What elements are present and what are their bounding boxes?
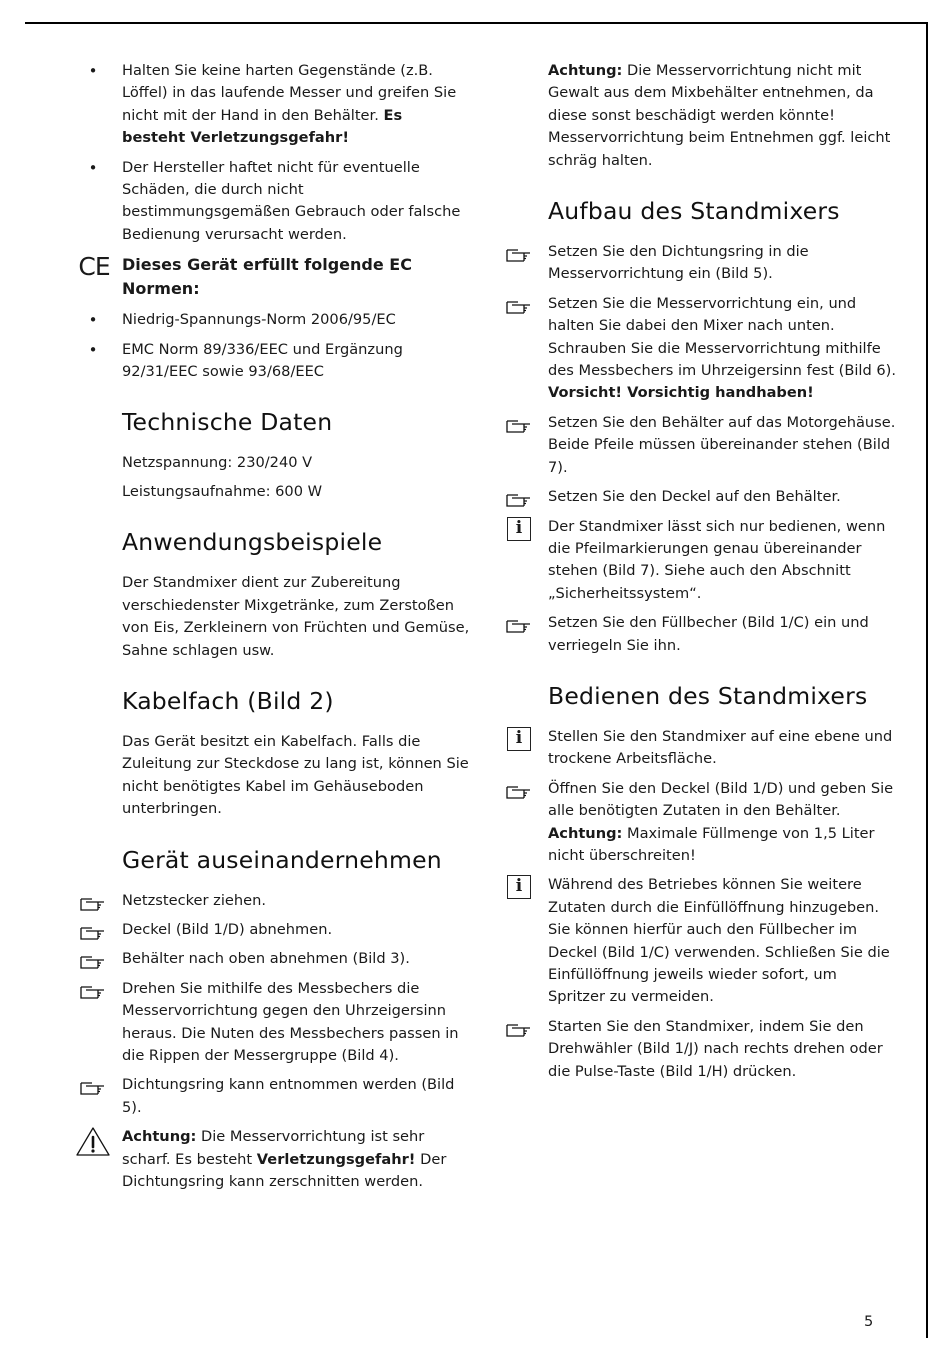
instruction-step [496, 612, 896, 657]
hand-pointer-icon [70, 919, 116, 948]
warning-triangle-icon [70, 1126, 116, 1164]
emphasis-text: Vorsicht! Vorsichtig handhaben! [548, 384, 814, 402]
ce-heading-text: Dieses Gerät erfüllt folgende EC Normen: [122, 255, 412, 299]
hand-pointer-icon [496, 612, 542, 641]
instruction-step [496, 726, 896, 771]
text-run: Die Messervorrichtung nicht mit Gewalt aus dem Mixbehälter entnehmen, da diese sonst beschädigt werden könnte! Messervorrichtung beim Entnehmen ggf. leicht schräg halten. [548, 62, 891, 169]
ce-mark-text: CE [78, 252, 110, 282]
emphasis-text: Es besteht Verletzungsgefahr! [122, 106, 403, 147]
instruction-step [70, 948, 470, 970]
text-run: Halten Sie keine harten Gegenstände (z.B. Löffel) in das laufende Messer und greifen Sie nicht mit der Hand in den Behälter. [122, 62, 457, 124]
warning-note [70, 1126, 470, 1193]
emphasis-text: Verletzungsgefahr! [256, 1150, 416, 1168]
section-title-bedienen: Bedienen des Standmixers [548, 681, 868, 710]
text-run: Während des Betriebes können Sie weitere Zutaten durch die Einfüllöffnung hinzugeben. Sie können hierfür auch den Füllbecher im Deckel (Bild 1/C) verwenden. Schließen Sie die Einfüllöffnung jeweils wieder sofort, um Spritzer zu vermeiden. [548, 876, 890, 1006]
section-title-kabelfach: Kabelfach (Bild 2) [122, 686, 334, 715]
warning-text [122, 1128, 446, 1190]
step-text [548, 414, 895, 476]
info-icon: i [496, 874, 542, 899]
right-column [496, 60, 896, 1083]
section-title-technische-daten: Technische Daten [122, 408, 333, 437]
instruction-step [496, 293, 896, 405]
bullet-item [70, 157, 470, 247]
bullet-icon: • [88, 340, 98, 359]
ce-conformity-heading [70, 253, 470, 301]
hand-pointer-icon [496, 778, 542, 807]
instruction-step [70, 1074, 470, 1119]
hand-pointer-icon [70, 948, 116, 977]
bullet-icon: • [88, 311, 98, 330]
section-title-aufbau: Aufbau des Standmixers [548, 197, 840, 226]
hand-pointer-icon [70, 1074, 116, 1103]
spec-voltage: Netzspannung: 230/240 V [122, 454, 313, 472]
step-text [548, 243, 809, 282]
step-text [548, 295, 896, 402]
hand-pointer-icon [496, 1016, 542, 1045]
step-text: Drehen Sie mithilfe des Messbechers die Messervorrichtung gegen den Uhrzeigersinn heraus. Die Nuten des Messbechers passen in die Rippen der Messergruppe (Bild 4). [122, 979, 459, 1064]
step-text [548, 780, 893, 864]
page-border-top [25, 22, 928, 24]
step-text [548, 876, 890, 1005]
instruction-step [70, 978, 470, 1068]
step-text [548, 518, 885, 602]
bullet-text [122, 159, 460, 243]
instruction-step [496, 1016, 896, 1083]
hand-pointer-icon [496, 293, 542, 322]
text-run: Der Standmixer lässt sich nur bedienen, wenn die Pfeilmarkierungen genau übereinander stehen (Bild 7). Siehe auch den Abschnitt „Sicherheitssystem“. [548, 517, 886, 602]
info-icon: i [496, 726, 542, 751]
text-run: Setzen Sie den Deckel auf den Behälter. [548, 488, 841, 506]
bullet-text [122, 62, 456, 146]
text-run: Der Dichtungsring kann zerschnitten werden. [122, 1150, 447, 1190]
step-text: Netzstecker ziehen. [122, 891, 266, 909]
text-run: Setzen Sie den Dichtungsring in die Messervorrichtung ein (Bild 5). [548, 243, 809, 283]
bullet-icon: • [88, 62, 98, 80]
ce-norm-text: Niedrig-Spannungs-Norm 2006/95/EC [122, 311, 396, 329]
bedienen-list [496, 726, 896, 1083]
instruction-step [70, 890, 470, 912]
aufbau-list [496, 241, 896, 657]
text-run: Maximale Füllmenge von 1,5 Liter nicht überschreiten! [548, 824, 875, 864]
info-icon: i [496, 516, 542, 541]
step-text [548, 488, 841, 505]
step-text: Dichtungsring kann entnommen werden (Bild 5). [122, 1076, 455, 1116]
bullet-item [70, 339, 470, 384]
hand-pointer-icon [496, 412, 542, 441]
instruction-step [496, 874, 896, 1008]
spec-power: Leistungsaufnahme: 600 W [122, 482, 323, 500]
text-run: Öffnen Sie den Deckel (Bild 1/D) und geben Sie alle benötigten Zutaten in den Behälter. [548, 779, 894, 820]
page-border-right [926, 22, 928, 1338]
emphasis-text: Achtung: [548, 824, 623, 842]
bullet-icon: • [88, 158, 98, 177]
section-title-anwendungsbeispiele: Anwendungsbeispiele [122, 528, 383, 557]
step-text [548, 1018, 883, 1080]
text-run: Setzen Sie die Messervorrichtung ein, und halten Sie dabei den Mixer nach unten. Schrauben Sie die Messervorrichtung mithilfe des Messbechers im Uhrzeigersinn fest (Bild 6). [548, 294, 896, 380]
step-text [548, 614, 869, 653]
section-title-geraet-auseinandernehmen: Gerät auseinandernehmen [122, 845, 442, 874]
emphasis-text: Achtung: [122, 1128, 197, 1146]
step-text: Behälter nach oben abnehmen (Bild 3). [122, 950, 410, 968]
bullet-item [70, 309, 470, 331]
text-run: Die Messervorrichtung ist sehr scharf. Es besteht [122, 1128, 425, 1168]
text-run: Setzen Sie den Behälter auf das Motorgehäuse. Beide Pfeile müssen übereinander stehen (Bild 7). [548, 413, 896, 476]
paragraph: Das Gerät besitzt ein Kabelfach. Falls die Zuleitung zur Steckdose zu lang ist, können Sie nicht benötigtes Kabel im Gehäuseboden unterbringen. [122, 732, 469, 818]
emphasis-text: Achtung: [548, 62, 623, 79]
text-run: Setzen Sie den Füllbecher (Bild 1/C) ein und verriegeln Sie ihn. [548, 614, 869, 654]
achtung-paragraph [496, 60, 896, 172]
page-number: 5 [864, 1313, 874, 1330]
step-text: Deckel (Bild 1/D) abnehmen. [122, 920, 333, 938]
ce-norm-text: EMC Norm 89/336/EEC und Ergänzung 92/31/EEC sowie 93/68/EEC [122, 340, 403, 381]
hand-pointer-icon [70, 978, 116, 1007]
instruction-step [496, 516, 896, 606]
paragraph: Der Standmixer dient zur Zubereitung verschiedenster Mixgetränke, zum Zerstoßen von Eis, Zerkleinern von Früchten und Gemüse, Sahne schlagen usw. [122, 574, 470, 659]
instruction-step [496, 486, 896, 508]
left-column [70, 60, 470, 1193]
text-run: Stellen Sie den Standmixer auf eine ebene und trockene Arbeitsfläche. [548, 727, 893, 768]
text-run: Der Hersteller haftet nicht für eventuelle Schäden, die durch nicht bestimmungsgemäßen Gebrauch oder falsche Bedienung verursacht werden. [122, 158, 461, 243]
ce-mark-icon [70, 253, 116, 281]
instruction-step [496, 778, 896, 868]
bullet-item [70, 60, 470, 150]
text-run: Starten Sie den Standmixer, indem Sie den Drehwähler (Bild 1/J) nach rechts drehen oder die Pulse-Taste (Bild 1/H) drücken. [548, 1017, 883, 1080]
instruction-step [496, 241, 896, 286]
instruction-step [496, 412, 896, 479]
hand-pointer-icon [496, 486, 542, 515]
step-text [548, 728, 892, 767]
hand-pointer-icon [70, 890, 116, 919]
instruction-step [70, 919, 470, 941]
hand-pointer-icon [496, 241, 542, 270]
